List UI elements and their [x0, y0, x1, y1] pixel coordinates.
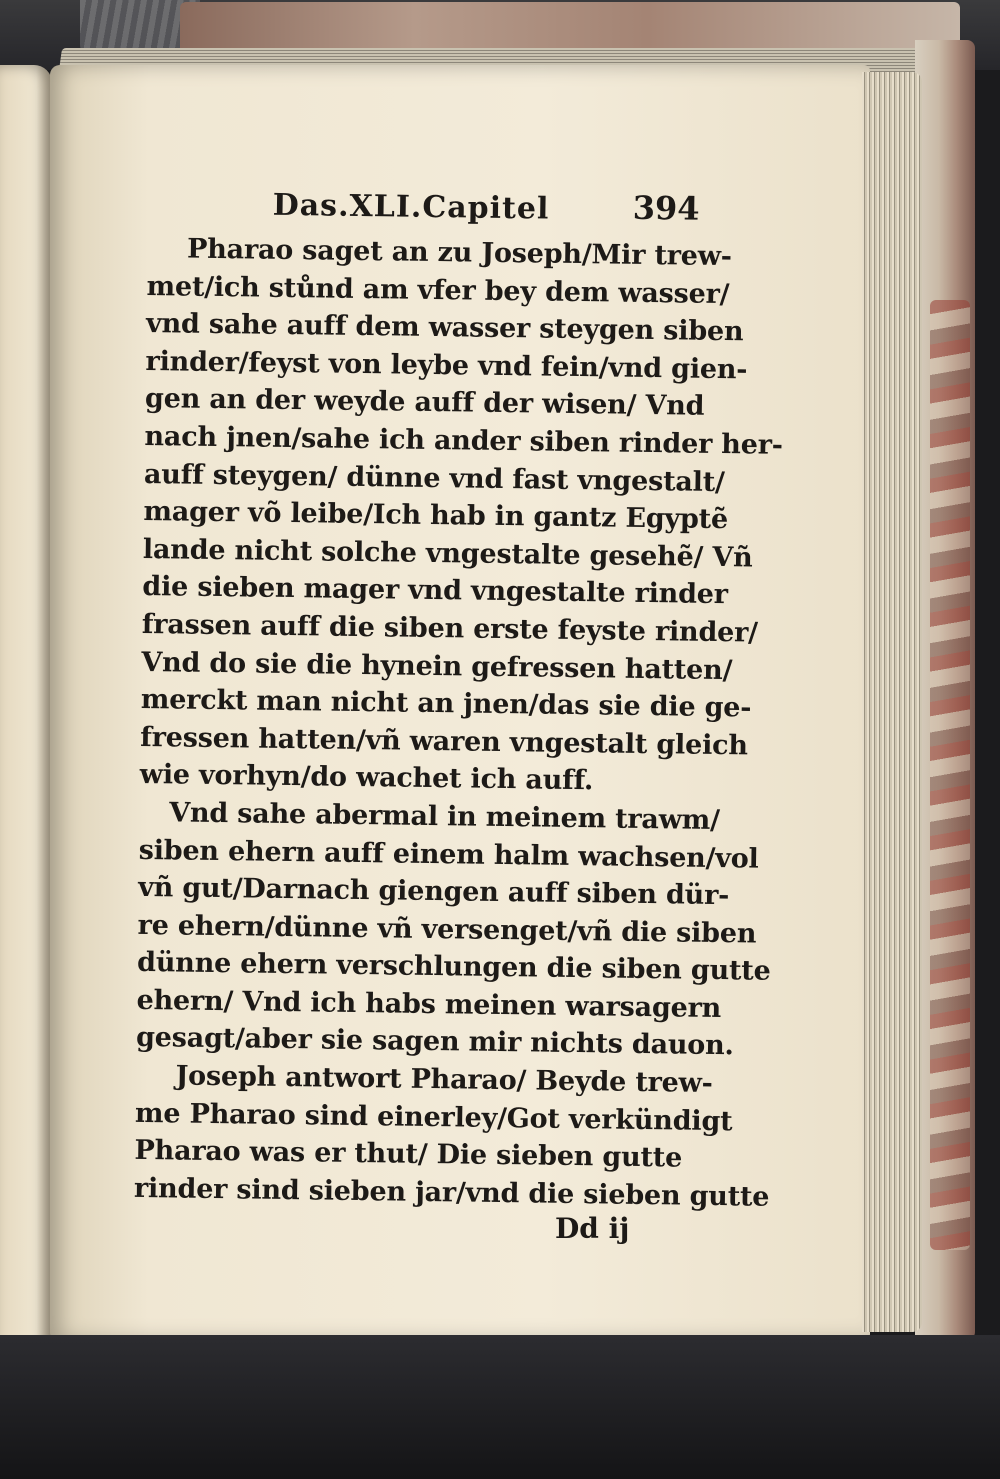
text-line: auff steygen/ dünne vnd fast vngestalt/ — [143, 458, 725, 498]
text-line: gesagt/aber sie sagen mir nichts dauon. — [135, 1022, 734, 1062]
running-head: Das.XLI.Capitel — [272, 187, 550, 227]
text-line: Joseph antwort Pharao/ Beyde trew- — [175, 1060, 713, 1100]
text-line: lande nicht solche vngestalte gesehẽ/ Vñ — [142, 533, 753, 574]
signature-mark: Dd ij — [555, 1212, 630, 1245]
text-line: ehern/ Vnd ich habs meinen warsagern — [136, 984, 722, 1024]
text-line: gen an der weyde auff der wisen/ Vnd — [144, 383, 705, 423]
page-text-block — [133, 186, 783, 1216]
text-line: vñ gut/Darnach giengen auff siben dür- — [137, 872, 730, 912]
left-page-edge — [0, 65, 52, 1355]
text-line: re ehern/dünne vñ versenget/vñ die siben — [137, 909, 757, 950]
text-line: siben ehern auff einem halm wachsen/vol — [138, 834, 759, 875]
page-edges-right — [862, 72, 922, 1332]
background-bottom — [0, 1335, 1000, 1479]
text-line: wie vorhyn/do wachet ich auff. — [139, 759, 594, 797]
marbled-endpaper — [930, 300, 970, 1250]
text-line: fressen hatten/vñ waren vngestalt gleich — [140, 721, 749, 762]
text-line: Vnd sahe abermal in meinem trawm/ — [169, 797, 721, 836]
text-line: met/ich stůnd am vfer bey dem wasser/ — [146, 270, 730, 310]
text-line: frassen auff die siben erste feyste rinder/ — [141, 608, 759, 649]
text-line: merckt man nicht an jnen/das sie die ge- — [140, 684, 752, 724]
text-line: me Pharao sind einerley/Got verkündigt — [134, 1097, 733, 1137]
text-line: Vnd do sie die hynein gefressen hatten/ — [141, 646, 733, 686]
text-line: rinder/feyst von leybe vnd fein/vnd gien- — [145, 345, 748, 386]
page-number: 394 — [632, 188, 700, 228]
text-line: mager võ leibe/Ich hab in gantz Egyptẽ — [143, 496, 729, 536]
text-line: vnd sahe auff dem wasser steygen siben — [145, 308, 744, 348]
text-line: dünne ehern verschlungen die siben gutte — [136, 947, 771, 988]
page-header — [147, 186, 708, 238]
text-line: die sieben mager vnd vngestalte rinder — [142, 571, 729, 611]
text-line: Pharao saget an zu Joseph/Mir trew- — [186, 233, 732, 273]
text-line: nach jnen/sahe ich ander siben rinder her- — [144, 420, 783, 461]
text-line: Pharao was er thut/ Die sieben gutte — [134, 1135, 683, 1174]
text-line: rinder sind sieben jar/vnd die sieben gutte — [133, 1172, 770, 1213]
